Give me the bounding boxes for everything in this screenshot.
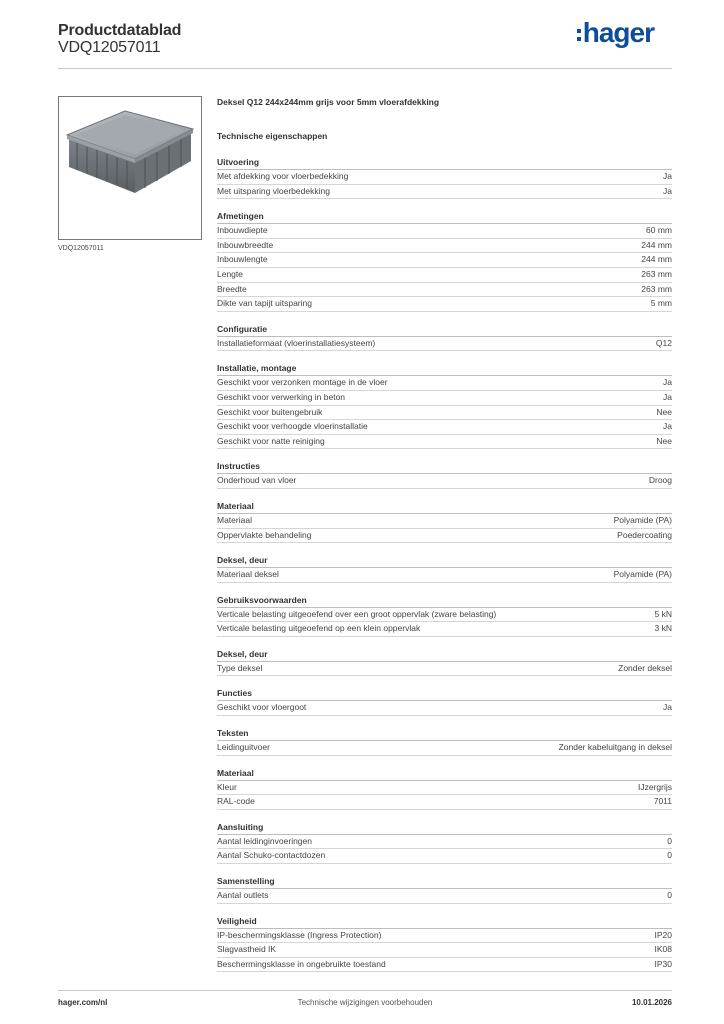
spec-label: Beschermingsklasse in ongebruikte toestand — [217, 958, 386, 969]
tech-properties-heading: Technische eigenschappen — [217, 131, 328, 141]
spec-value: 5 kN — [654, 608, 672, 619]
spec-section — [217, 915, 672, 973]
section-title: Functies — [217, 687, 672, 701]
spec-label: Aantal leidinginvoeringen — [217, 835, 312, 846]
spec-label: Geschikt voor verhoogde vloerinstallatie — [217, 421, 368, 432]
document-header — [58, 17, 672, 70]
spec-section — [217, 687, 672, 716]
spec-label: Leidinguitvoer — [217, 742, 270, 753]
spec-row — [217, 435, 672, 450]
spec-value: IP30 — [654, 958, 672, 969]
spec-value: Ja — [663, 391, 672, 402]
spec-section — [217, 767, 672, 810]
section-title: Materiaal — [217, 500, 672, 514]
header-divider — [58, 68, 672, 69]
spec-label: Inbouwlengte — [217, 254, 268, 265]
spec-row — [217, 420, 672, 435]
spec-value: 7011 — [653, 796, 672, 807]
spec-section — [217, 648, 672, 677]
spec-label: Dikte van tapijt uitsparing — [217, 298, 312, 309]
footer-disclaimer: Technische wijzigingen voorbehouden — [297, 998, 433, 1007]
spec-value: Nee — [656, 435, 672, 446]
document-footer — [58, 998, 672, 1012]
spec-value: Ja — [663, 421, 672, 432]
spec-row — [217, 514, 672, 529]
section-title: Materiaal — [217, 767, 672, 781]
spec-value: Polyamide (PA) — [613, 514, 672, 525]
spec-value: Zonder kabeluitgang in deksel — [558, 742, 672, 753]
spec-row — [217, 622, 672, 637]
spec-label: Geschikt voor buitengebruik — [217, 406, 323, 417]
spec-section — [217, 821, 672, 864]
spec-value: Ja — [663, 702, 672, 713]
spec-value: 244 mm — [641, 239, 672, 250]
spec-value: 0 — [667, 850, 672, 861]
floor-box-cover-icon — [59, 97, 201, 239]
spec-label: Materiaal deksel — [217, 569, 279, 580]
section-title: Configuratie — [217, 323, 672, 337]
spec-value: Zonder deksel — [618, 662, 672, 673]
spec-section — [217, 594, 672, 637]
spec-row — [217, 170, 672, 185]
spec-label: Inbouwdiepte — [217, 225, 268, 236]
spec-label: Lengte — [217, 268, 243, 279]
spec-row — [217, 185, 672, 200]
spec-value: IK08 — [654, 944, 672, 955]
spec-section — [217, 323, 672, 352]
spec-row — [217, 943, 672, 958]
spec-row — [217, 958, 672, 973]
section-title: Installatie, montage — [217, 362, 672, 376]
spec-row — [217, 849, 672, 864]
spec-row — [217, 283, 672, 298]
spec-row — [217, 795, 672, 810]
spec-label: Met afdekking voor vloerbedekking — [217, 171, 349, 181]
spec-content — [217, 96, 672, 983]
document-title: Productdatablad — [58, 22, 182, 39]
spec-row — [217, 239, 672, 254]
spec-label: Geschikt voor verzonken montage in de vloer — [217, 377, 388, 388]
spec-label: Onderhoud van vloer — [217, 475, 297, 486]
spec-value: 0 — [667, 835, 672, 846]
section-title: Deksel, deur — [217, 648, 672, 662]
spec-row — [217, 376, 672, 391]
spec-label: Materiaal — [217, 514, 252, 525]
section-title: Instructies — [217, 460, 672, 474]
spec-label: Type deksel — [217, 662, 263, 673]
spec-value: 263 mm — [641, 268, 672, 279]
spec-sections — [217, 156, 672, 972]
spec-value: 3 kN — [654, 623, 672, 634]
spec-value: Polyamide (PA) — [613, 569, 672, 580]
spec-value: IP20 — [654, 929, 672, 940]
spec-value: Q12 — [655, 337, 672, 348]
spec-label: Aantal Schuko-contactdozen — [217, 850, 326, 861]
section-title: Gebruiksvoorwaarden — [217, 594, 672, 608]
spec-label: IP-beschermingsklasse (Ingress Protection) — [217, 929, 382, 940]
spec-label: Met uitsparing vloerbedekking — [217, 185, 330, 196]
section-title: Teksten — [217, 727, 672, 741]
spec-label: Geschikt voor verwerking in beton — [217, 391, 346, 402]
spec-row — [217, 701, 672, 716]
spec-row — [217, 929, 672, 944]
spec-section — [217, 362, 672, 449]
spec-row — [217, 474, 672, 489]
section-title: Uitvoering — [217, 156, 672, 170]
spec-row — [217, 568, 672, 583]
section-title: Aansluiting — [217, 821, 672, 835]
spec-value: 5 mm — [650, 298, 672, 309]
product-description: Deksel Q12 244x244mm grijs voor 5mm vloerafdekking — [217, 97, 440, 107]
footer-website-link[interactable]: hager.com/nl — [58, 998, 108, 1007]
spec-value: Ja — [663, 185, 672, 196]
spec-value: Droog — [648, 475, 672, 486]
spec-row — [217, 297, 672, 312]
spec-row — [217, 781, 672, 796]
spec-label: Geschikt voor vloergoot — [217, 702, 307, 713]
spec-value: 263 mm — [641, 283, 672, 294]
spec-section — [217, 500, 672, 543]
spec-label: Oppervlakte behandeling — [217, 529, 312, 540]
spec-label: Geschikt voor natte reiniging — [217, 435, 325, 446]
product-image — [58, 96, 202, 240]
product-code: VDQ12057011 — [58, 39, 161, 56]
footer-divider — [58, 990, 672, 991]
spec-section — [217, 554, 672, 583]
hager-logo — [577, 17, 654, 48]
spec-section — [217, 210, 672, 312]
logo-text: hager — [582, 17, 654, 48]
footer-date: 10.01.2026 — [631, 998, 672, 1007]
image-caption: VDQ12057011 — [58, 245, 104, 252]
spec-row — [217, 529, 672, 544]
spec-section — [217, 727, 672, 756]
section-title: Deksel, deur — [217, 554, 672, 568]
spec-row — [217, 224, 672, 239]
spec-value: Nee — [656, 406, 672, 417]
spec-value: Ja — [663, 377, 672, 388]
spec-value: 0 — [667, 890, 672, 901]
spec-value: 244 mm — [641, 254, 672, 265]
spec-label: RAL-code — [217, 796, 255, 807]
spec-row — [217, 835, 672, 850]
section-title: Veiligheid — [217, 915, 672, 929]
spec-label: Slagvastheid IK — [217, 944, 277, 955]
spec-label: Installatieformaat (vloerinstallatiesysteem) — [217, 337, 376, 348]
spec-value: 60 mm — [646, 225, 672, 236]
spec-section — [217, 460, 672, 489]
spec-row — [217, 608, 672, 623]
spec-label: Verticale belasting uitgeoefend over een groot oppervlak (zware belasting) — [217, 608, 497, 619]
spec-row — [217, 268, 672, 283]
section-title: Samenstelling — [217, 875, 672, 889]
spec-value: IJzergrijs — [637, 781, 672, 792]
spec-row — [217, 741, 672, 756]
spec-row — [217, 391, 672, 406]
spec-row — [217, 406, 672, 421]
spec-label: Inbouwbreedte — [217, 239, 274, 250]
spec-section — [217, 875, 672, 904]
section-title: Afmetingen — [217, 210, 672, 224]
spec-row — [217, 253, 672, 268]
spec-label: Breedte — [217, 283, 247, 294]
spec-label: Aantal outlets — [217, 890, 269, 901]
spec-label: Kleur — [217, 781, 237, 792]
spec-row — [217, 337, 672, 352]
spec-row — [217, 889, 672, 904]
spec-row — [217, 662, 672, 677]
logo-dots-icon — [577, 29, 581, 41]
spec-label: Verticale belasting uitgeoefend op een klein oppervlak — [217, 623, 421, 634]
spec-value: Poedercoating — [617, 529, 672, 540]
spec-section — [217, 156, 672, 199]
spec-value: Ja — [663, 171, 672, 181]
